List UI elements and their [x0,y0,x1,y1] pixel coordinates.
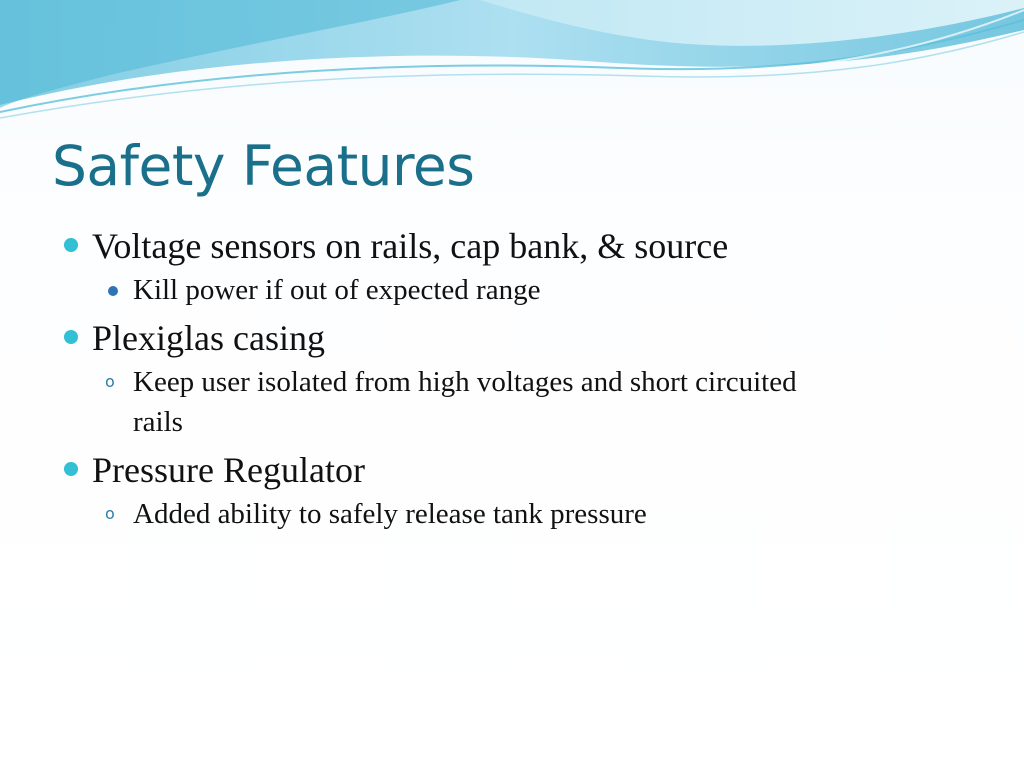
bullet-text: Plexiglas casing [92,318,325,358]
sub-bullet-ring-icon: o [105,372,115,391]
bullet-item [92,446,872,494]
sub-bullet-text: Kill power if out of expected range [133,274,541,306]
bullet-dot-icon [64,330,78,344]
sub-bullet-text: Keep user isolated from high voltages and short circuited rails [133,366,797,438]
bullet-item [92,314,872,362]
sub-bullet-item [105,362,853,442]
sub-bullet-item [105,494,853,534]
header-wave-decoration [0,0,1024,130]
bullet-dot-icon [64,238,78,252]
bullet-item [92,222,872,270]
slide-title: Safety Features [52,134,475,198]
bullet-text: Voltage sensors on rails, cap bank, & source [92,226,729,266]
bullet-list [0,222,1024,534]
sub-bullet-dot-icon [108,286,118,296]
bullet-text: Pressure Regulator [92,450,365,490]
sub-bullet-ring-icon: o [105,504,115,523]
bullet-dot-icon [64,462,78,476]
sub-bullet-item [133,270,853,310]
sub-bullet-text: Added ability to safely release tank pressure [133,498,647,530]
